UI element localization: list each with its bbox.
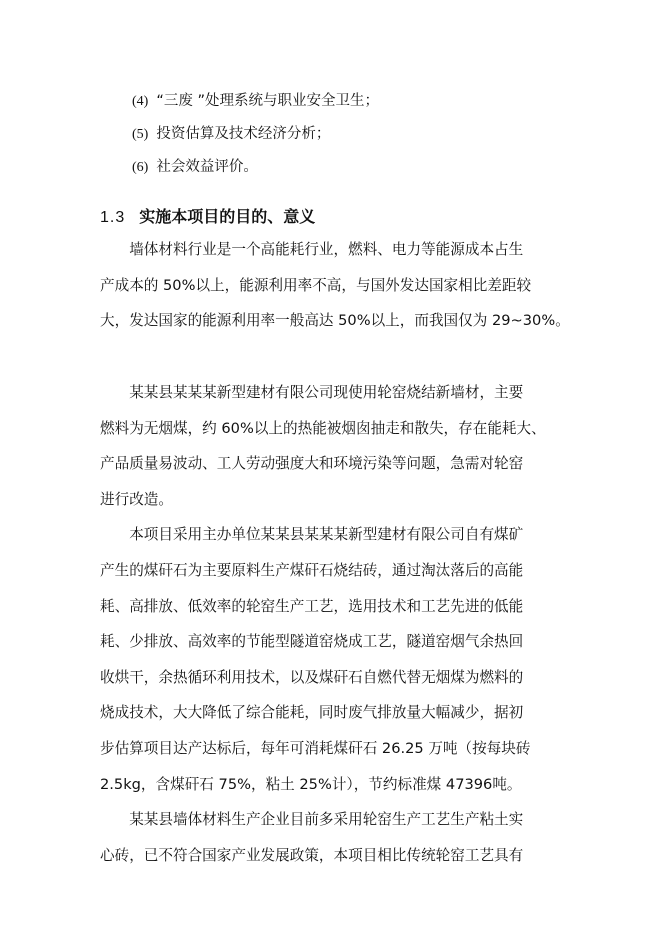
list-number: (5) [132,127,149,142]
text-line: 心砖，已不符合国家产业发展政策，本项目相比传统轮窑工艺具有 [100,846,524,864]
list-item-4 [132,91,379,112]
list-item-6 [132,157,258,178]
text-line: 进行改造。 [100,490,173,508]
text-line: 耗、少排放、高效率的节能型隧道窑烧成工艺，隧道窑烟气余热回 [100,633,524,651]
list-text: 投资估算及技术经济分析； [156,126,331,142]
section-title: 实施本项目的目的、意义 [139,207,316,226]
text-line: 墙体材料行业是一个高能耗行业，燃料、电力等能源成本占生 [100,241,524,258]
text-line: 某某县某某某新型建材有限公司现使用轮窑烧结新墙材，主要 [100,384,524,401]
list-text: “三废 ”处理系统与职业安全卫生； [156,93,379,109]
list-text: 社会效益评价。 [156,159,258,175]
text-line: 产生的煤矸石为主要原料生产煤矸石烧结砖，通过淘汰落后的高能 [100,561,524,579]
text-line: 大，发达国家的能源利用率一般高达 50%以上，而我国仅为 29~30%。 [100,312,570,330]
text-line: 本项目采用主办单位某某县某某某新型建材有限公司自有煤矿 [100,526,524,544]
text-line: 烧成技术，大大降低了综合能耗，同时废气排放量大幅减少，据初 [100,704,524,722]
section-number: 1.3 [100,209,126,226]
text-line [100,873,570,909]
list-number: (4) [132,94,149,109]
paragraph-2 [100,375,570,909]
text-line: 某某县墙体材料生产企业目前多采用轮窑生产工艺生产粘土实 [100,811,524,829]
text-line: 步估算项目达产达标后，每年可消耗煤矸石 26.25 万吨（按每块砖 [100,739,531,757]
list-number: (6) [132,160,149,175]
text-line: 产品质量易波动、工人劳动强度大和环境污染等问题，急需对轮窑 [100,455,524,473]
section-heading [100,204,315,227]
text-line: 燃料为无烟煤，约 60%以上的热能被烟囱抽走和散失，存在能耗大、 [100,419,546,437]
text-line: 2.5kg，含煤矸石 75%，粘土 25%计），节约标准煤 47396吨。 [100,775,522,793]
paragraph-1 [100,232,570,339]
list-item-5 [132,124,330,145]
text-line: 产成本的 50%以上，能源利用率不高，与国外发达国家相比差距较 [100,276,532,294]
text-line: 收烘干，余热循环利用技术，以及煤矸石自燃代替无烟煤为燃料的 [100,668,524,686]
text-line: 耗、高排放、低效率的轮窑生产工艺，选用技术和工艺先进的低能 [100,597,524,615]
